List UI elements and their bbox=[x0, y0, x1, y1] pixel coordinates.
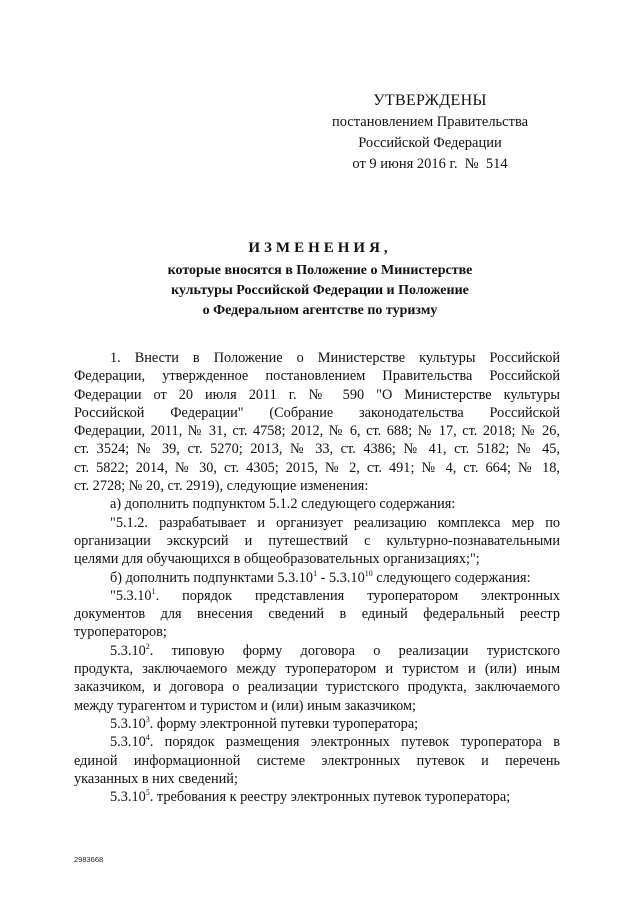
text-span: . требования к реестру электронных путевок туроператора; bbox=[149, 789, 511, 806]
document-title: ИЗМЕНЕНИЯ, bbox=[248, 240, 392, 256]
item-first-line bbox=[74, 587, 560, 605]
text-line: продукта, заключаемого между туроператором и туристом и (или) иным bbox=[74, 661, 560, 678]
text-span: . порядок размещения электронных путевок туроператора в bbox=[149, 734, 560, 751]
superscript: 1 bbox=[313, 568, 318, 578]
text-line: заказчиком, и договора о реализации туристского продукта, заключаемого bbox=[74, 679, 560, 696]
subtitle-line: о Федеральном агентстве по туризму bbox=[202, 303, 438, 318]
superscript: 2 bbox=[145, 641, 150, 651]
text-line: документов для внесения сведений в единый федеральный реестр bbox=[74, 606, 560, 623]
text-line: туроператоров; bbox=[74, 624, 167, 641]
superscript: 4 bbox=[145, 733, 150, 743]
item-number: 5.3.10 bbox=[110, 715, 146, 732]
subtitle-line: культуры Российской Федерации и Положение bbox=[171, 283, 469, 298]
subitem-b bbox=[74, 569, 560, 587]
superscript: 5 bbox=[145, 788, 150, 798]
superscript: 1 bbox=[151, 587, 156, 597]
text-span: . форму электронной путевки туроператора; bbox=[149, 715, 419, 732]
text-line: Федерации, утвержденное постановлением Правительства Российской bbox=[74, 368, 560, 385]
text-span: - 5.3.10 bbox=[317, 569, 365, 586]
text-line: Федерации, 2011, № 31, ст. 4758; 2012, № 6, ст. 688; № 17, ст. 2018; № 26, bbox=[74, 423, 560, 440]
text-line: ст. 3524; № 39, ст. 5270; 2013, № 33, ст. 4386; № 41, ст. 5182; № 45, bbox=[74, 441, 560, 458]
approval-line-1: постановлением Правительства bbox=[331, 114, 529, 130]
superscript: 3 bbox=[145, 715, 150, 725]
text-line: единой информационной системе электронных путевок и перечень bbox=[74, 752, 560, 769]
item-first-line bbox=[74, 642, 560, 660]
text-span: б) дополнить подпунктами 5.3.10 bbox=[110, 569, 314, 586]
subtitle-line: которые вносятся в Положение о Министерстве bbox=[167, 263, 473, 278]
text-line: Российской Федерации" (Собрание законодательства Российской bbox=[74, 404, 560, 421]
document-body bbox=[74, 349, 560, 806]
text-line: 1. Внести в Положение о Министерстве культуры Российской bbox=[110, 350, 560, 366]
text-line: между турагентом и туристом и (или) иным заказчиком; bbox=[74, 697, 417, 714]
text-line: "5.1.2. разрабатывает и организует реализацию комплекса мер по bbox=[110, 514, 560, 531]
item-number: 5.3.10 bbox=[110, 642, 146, 659]
document-number: 2983668 bbox=[74, 855, 104, 864]
approval-stamp bbox=[330, 90, 530, 175]
approval-line-3: от 9 июня 2016 г. № 514 bbox=[352, 156, 508, 172]
text-span: . типовую форму договора о реализации туристского bbox=[149, 642, 560, 659]
approval-line-2: Российской Федерации bbox=[358, 135, 502, 151]
item-number: "5.3.10 bbox=[110, 587, 152, 604]
document-subtitle bbox=[0, 261, 640, 321]
text-line: целями для обучающихся в общеобразовательных организациях;"; bbox=[74, 551, 480, 568]
text-span: . порядок представления туроператором электронных bbox=[155, 587, 560, 604]
item-number: 5.3.10 bbox=[110, 789, 146, 806]
text-line: указанных в них сведений; bbox=[74, 770, 238, 787]
text-line: ст. 2728; № 20, ст. 2919), следующие изменения: bbox=[74, 478, 369, 495]
approval-heading: УТВЕРЖДЕНЫ bbox=[373, 92, 487, 109]
item-first-line bbox=[74, 733, 560, 751]
text-line: ст. 5822; 2014, № 30, ст. 4305; 2015, № 2, ст. 491; № 4, ст. 664; № 18, bbox=[74, 459, 560, 476]
item-first-line bbox=[74, 715, 560, 733]
item-number: 5.3.10 bbox=[110, 734, 146, 751]
item-first-line bbox=[74, 788, 560, 806]
text-span: следующего содержания: bbox=[372, 569, 531, 586]
text-line: Федерации от 20 июля 2011 г. № 590 "О Министерстве культуры bbox=[74, 386, 560, 403]
text-line: организации экскурсий и путешествий с культурно-познавательными bbox=[74, 532, 560, 549]
superscript: 10 bbox=[364, 568, 373, 578]
subitem-a: а) дополнить подпунктом 5.1.2 следующего содержания: bbox=[110, 496, 456, 513]
